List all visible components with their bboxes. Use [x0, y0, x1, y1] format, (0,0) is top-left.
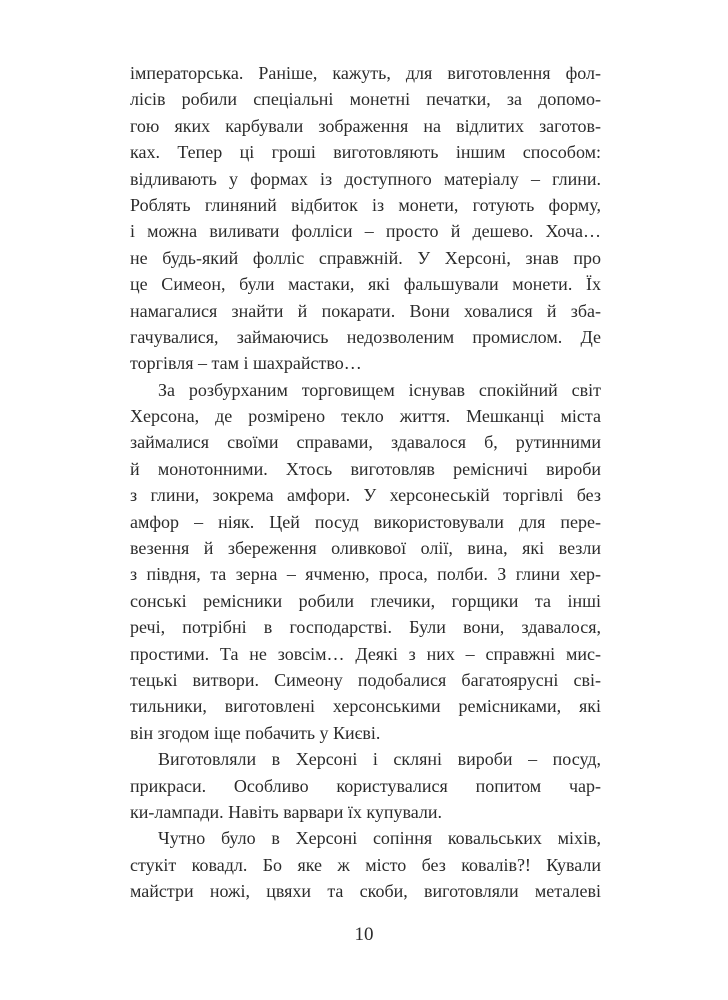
paragraph-1: [130, 60, 601, 377]
text-line: він згодом іще побачить у Києві.: [130, 722, 381, 743]
text-line: гою яких карбували зображення на відлитих заготов-: [130, 115, 601, 136]
text-line: відливають у формах із доступного матеріалу – глини.: [130, 168, 601, 189]
text-line: з півдня, та зерна – ячменю, проса, полби. З глини хер-: [130, 564, 601, 585]
text-line: й монотонними. Хтось виготовляв ремісничі вироби: [130, 458, 601, 479]
text-line: везення й збереження оливкової олії, вина, які везли: [130, 538, 601, 559]
text-line: імператорська. Раніше, кажуть, для виготовлення фол-: [130, 63, 601, 83]
text-line: тильники, виготовлені херсонськими ремісниками, які: [130, 696, 601, 717]
text-line: тецькі витвори. Симеону подобалися багатоярусні сві-: [130, 669, 601, 690]
text-line: ки-лампади. Навіть варвари їх купували.: [130, 801, 442, 822]
text-line: намагалися знайти й покарати. Вони ховалися й зба-: [130, 300, 601, 321]
text-line: не будь-який фолліс справжній. У Херсоні, знав про: [130, 247, 601, 268]
text-line: Виготовляли в Херсоні і скляні вироби – посуд,: [158, 749, 601, 770]
text-line: речі, потрібні в господарстві. Були вони, здавалося,: [130, 617, 601, 638]
text-line: це Симеон, були мастаки, які фальшували монети. Їх: [130, 274, 601, 295]
text-line: і можна виливати фолліси – просто й дешево. Хоча…: [130, 221, 601, 242]
page-number: 10: [354, 924, 374, 945]
text-line: сонські ремісники робили глечики, горщики та інші: [130, 590, 601, 611]
text-line: лісів робили спеціальні монетні печатки, за допомо-: [130, 89, 601, 110]
text-line: торгівля – там і шахрайство…: [130, 353, 362, 374]
text-line: Херсона, де розмірено текло життя. Мешканці міста: [130, 406, 601, 427]
text-line: Чутно було в Херсоні сопіння ковальських міхів,: [158, 828, 601, 849]
paragraph-4: [130, 825, 601, 904]
text-line: простими. Та не зовсім… Деякі з них – справжні мис-: [130, 643, 601, 664]
paragraph-3: [130, 746, 601, 825]
text-line: Роблять глиняний відбиток із монети, готують форму,: [130, 194, 601, 215]
text-line: прикраси. Особливо користувалися попитом чар-: [130, 775, 601, 796]
text-line: амфор – ніяк. Цей посуд використовували для пере-: [130, 511, 601, 532]
text-line: з глини, зокрема амфори. У херсонеській торгівлі без: [130, 485, 601, 506]
text-line: майстри ножі, цвяхи та скоби, виготовляли металеві: [130, 881, 601, 902]
paragraph-2: [130, 377, 601, 746]
text-line: За розбурханим торговищем існував спокійний світ: [158, 379, 601, 400]
text-line: ках. Тепер ці гроші виготовляють іншим способом:: [130, 142, 601, 163]
book-page-text: [130, 60, 601, 905]
text-line: гачувалися, займаючись недозволеним промислом. Де: [130, 326, 601, 347]
text-line: займалися своїми справами, здавалося б, рутинними: [130, 432, 601, 453]
text-line: стукіт ковадл. Бо яке ж місто без ковалів?! Кували: [130, 854, 601, 875]
